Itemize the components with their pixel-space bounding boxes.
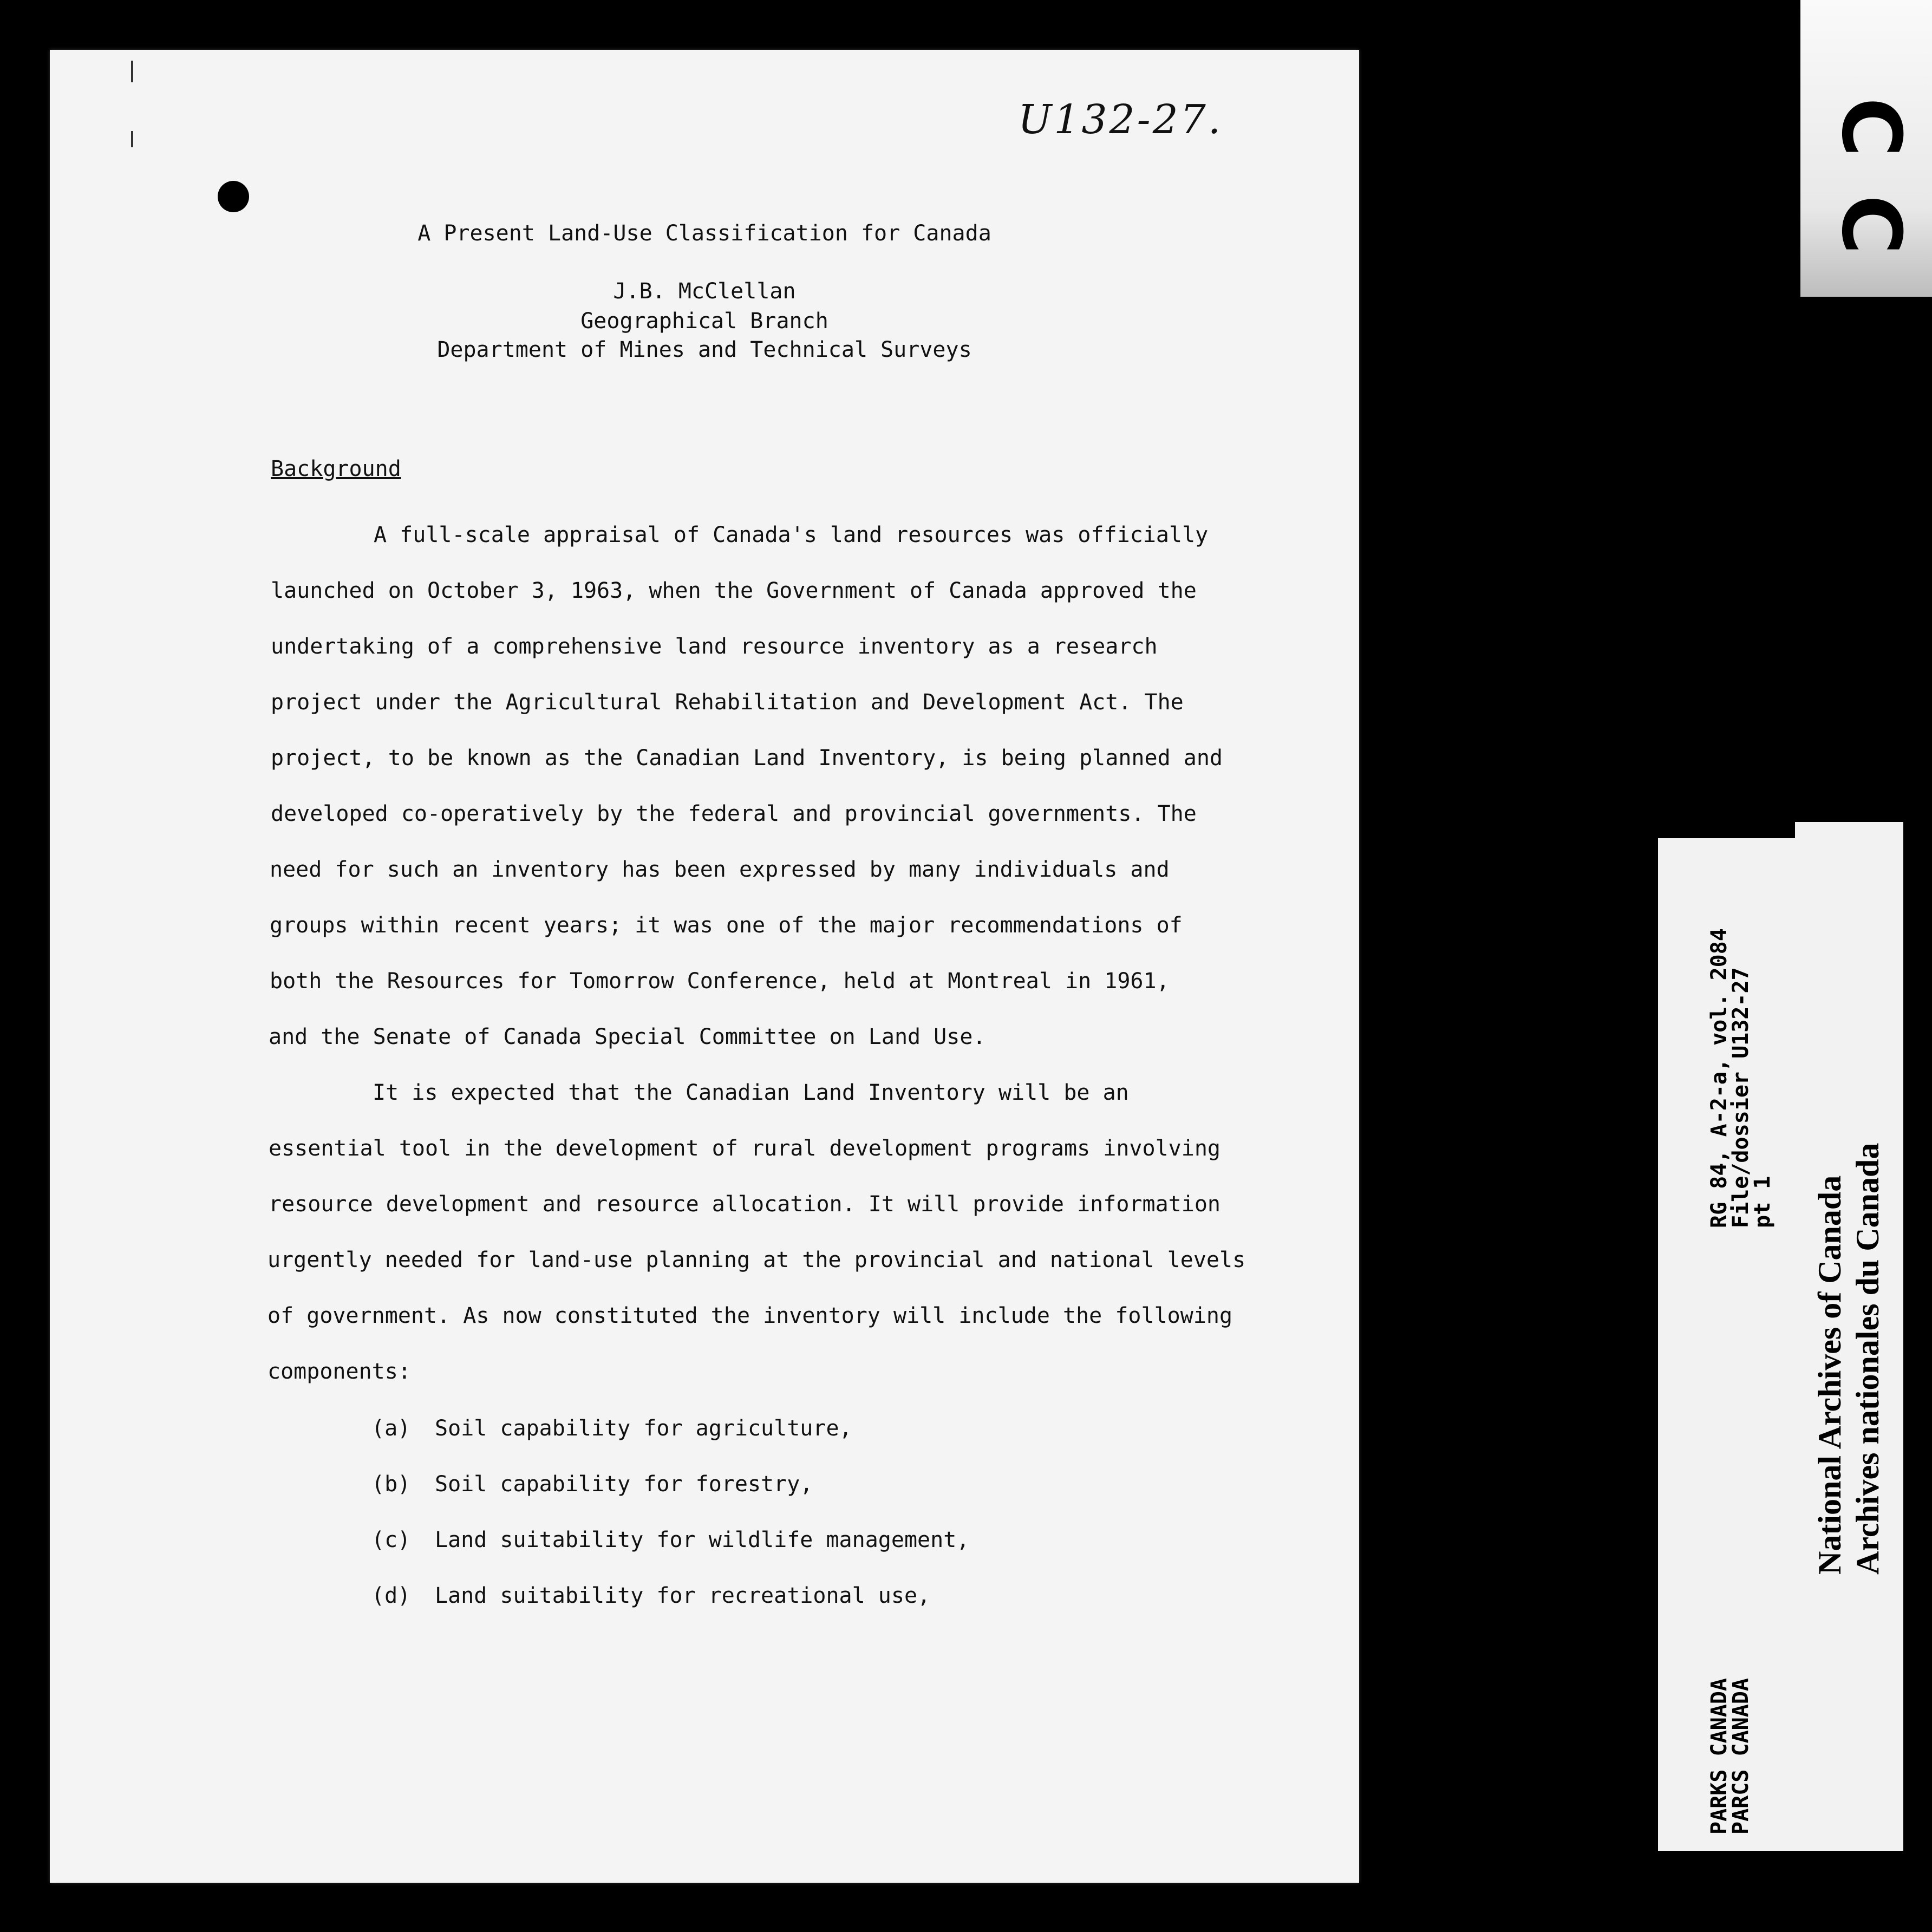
tab-code-glyph: C (1824, 194, 1918, 255)
list-item-text: Land suitability for wildlife management, (435, 1528, 970, 1552)
archive-reference-line: pt 1 (1750, 1176, 1775, 1228)
paragraph-line: project, to be known as the Canadian Land Inventory, is being planned and (271, 746, 1223, 771)
author-branch: Geographical Branch (580, 309, 828, 334)
paragraph-line: groups within recent years; it was one of the major recommendations of (270, 913, 1183, 938)
archive-reference-line: RG 84, A-2-a, vol. 2084 (1707, 928, 1732, 1228)
paragraph-line: developed co-operatively by the federal and provincial governments. The (271, 801, 1197, 826)
archive-reference-label (1658, 838, 1803, 1851)
tab-code-glyph: C (1824, 97, 1918, 158)
handwritten-file-reference: U132-27. (1018, 96, 1223, 143)
paragraph-line: essential tool in the development of rural development programs involving (269, 1136, 1220, 1161)
paragraph-line: resource development and resource allocation. It will provide information (269, 1192, 1220, 1217)
archives-name-english: National Archives of Canada (1812, 1175, 1848, 1575)
list-item-letter: (b) (371, 1472, 411, 1497)
paragraph-line: components: (267, 1359, 411, 1384)
list-item-letter: (d) (371, 1583, 411, 1608)
list-item-letter: (a) (371, 1416, 411, 1441)
page-corner-mark (131, 61, 133, 82)
list-item-letter: (c) (371, 1528, 411, 1552)
agency-name-english: PARKS CANADA (1707, 1678, 1732, 1835)
section-heading-background: Background (271, 456, 401, 481)
list-item-text: Soil capability for forestry, (435, 1472, 813, 1497)
agency-name-french: PARCS CANADA (1728, 1678, 1753, 1835)
paragraph-line: urgently needed for land-use planning at the provincial and national levels (267, 1248, 1246, 1272)
paragraph-line: and the Senate of Canada Special Committee on Land Use. (269, 1024, 986, 1049)
list-item-text: Soil capability for agriculture, (435, 1416, 852, 1441)
punch-hole (218, 181, 249, 212)
list-item-text: Land suitability for recreational use, (435, 1583, 931, 1608)
page-corner-mark (131, 131, 133, 147)
author-department: Department of Mines and Technical Surveys (437, 337, 972, 362)
microfilm-tab-code (1822, 87, 1920, 265)
paragraph-line: A full-scale appraisal of Canada's land resources was officially (374, 523, 1209, 547)
archives-name-french: Archives nationales du Canada (1850, 1143, 1885, 1575)
document-title: A Present Land-Use Classification for Canada (417, 221, 991, 246)
paragraph-line: It is expected that the Canadian Land Inventory will be an (373, 1080, 1129, 1105)
paragraph-line: undertaking of a comprehensive land resource inventory as a research (271, 634, 1158, 659)
paragraph-line: need for such an inventory has been expressed by many individuals and (270, 857, 1170, 882)
paragraph-line: of government. As now constituted the inventory will include the following (267, 1303, 1233, 1328)
paragraph-line: launched on October 3, 1963, when the Government of Canada approved the (271, 578, 1197, 603)
author-name: J.B. McClellan (613, 279, 796, 304)
archive-reference-line: File/dossier U132-27 (1728, 967, 1753, 1228)
paragraph-line: project under the Agricultural Rehabilitation and Development Act. The (271, 690, 1184, 715)
archives-name-label (1795, 822, 1903, 1851)
paragraph-line: both the Resources for Tomorrow Conference, held at Montreal in 1961, (270, 969, 1170, 994)
